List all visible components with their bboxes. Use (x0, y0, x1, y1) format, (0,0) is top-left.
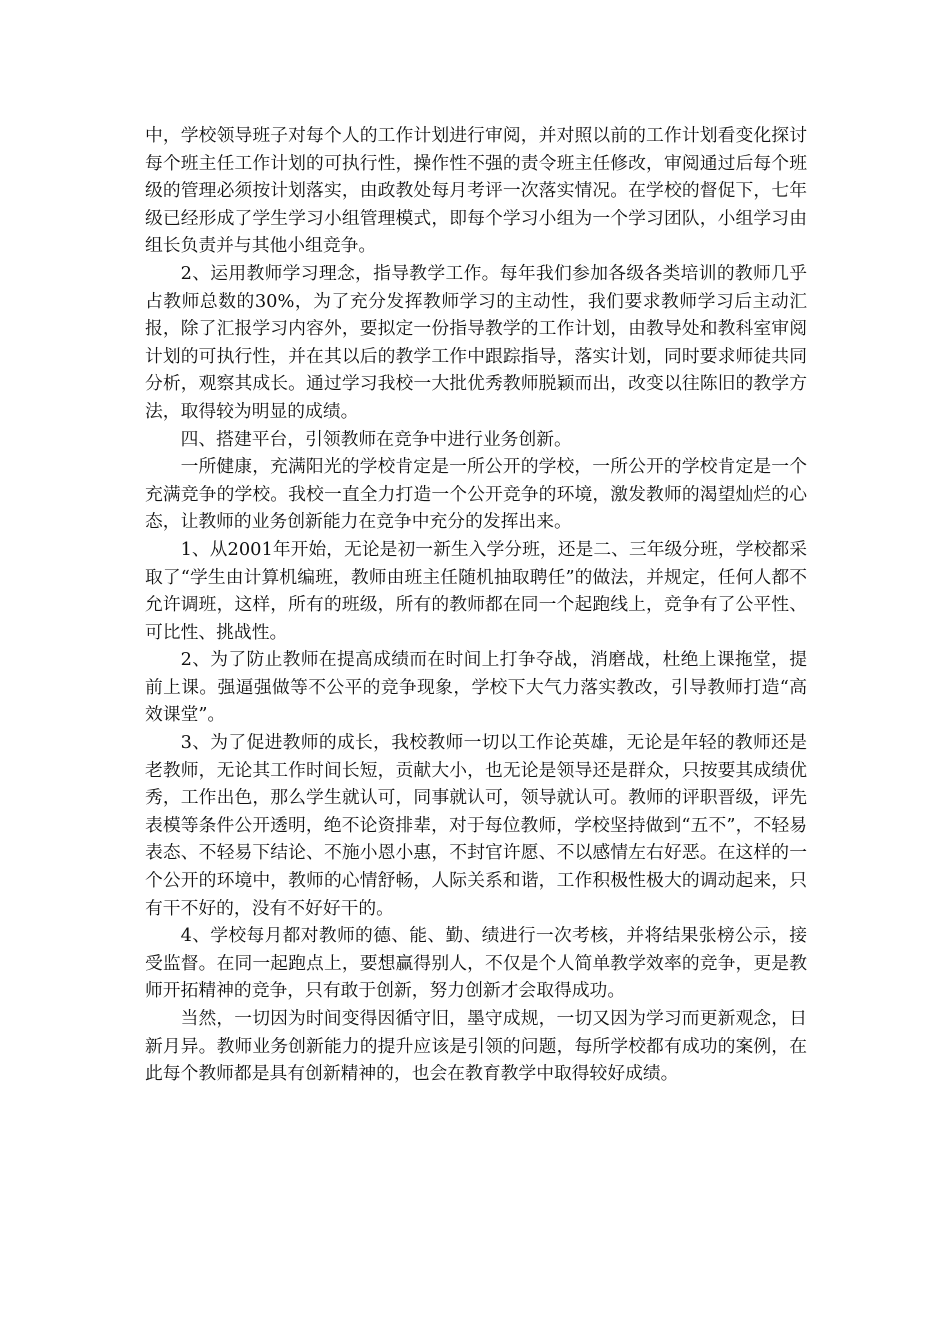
paragraph-open-school: 一所健康，充满阳光的学校肯定是一所公开的学校，一所公开的学校肯定是一个充满竞争的学校。我校一直全力打造一个公开竞争的环境，激发教师的渴望灿烂的心态，让教师的业务创新能力在竞争中充分的发挥出来。 (145, 456, 807, 533)
paragraph-conclusion: 当然，一切因为时间变得因循守旧，墨守成规，一切又因为学习而更新观念，日新月异。教师业务创新能力的提升应该是引领的问题，每所学校都有成功的案例，在此每个教师都是具有创新精神的，也会在教育教学中取得较好成绩。 (145, 1008, 807, 1085)
section-heading-four: 四、搭建平台，引领教师在竞争中进行业务创新。 (180, 428, 572, 450)
paragraph-item-3: 3、为了促进教师的成长，我校教师一切以工作论英雄，无论是年轻的教师还是老教师，无论其工作时间长短，贡献大小，也无论是领导还是群众，只按要其成绩优秀，工作出色，那么学生就认可，同事就认可，领导就认可。教师的评职晋级，评先表模等条件公开透明，绝不论资排辈，对于每位教师，学校坚持做到“五不”，不轻易表态、不轻易下结论、不施小恩小惠，不封官许愿、不以感情左右好恶。在这样的一个公开的环境中，教师的心情舒畅，人际关系和谐，工作积极性极大的调动起来，只有干不好的，没有不好好干的。 (145, 732, 807, 919)
paragraph-teacher-learning: 2、运用教师学习理念，指导教学工作。每年我们参加各级各类培训的教师几乎占教师总数的30%，为了充分发挥教师学习的主动性，我们要求教师学习后主动汇报，除了汇报学习内容外，要拟定一份指导教学的工作计划，由教导处和教科室审阅计划的可执行性，并在其以后的教学工作中跟踪指导，落实计划，同时要求师徒共同分析，观察其成长。通过学习我校一大批优秀教师脱颖而出，改变以往陈旧的教学方法，取得较为明显的成绩。 (145, 262, 807, 422)
paragraph-item-1: 1、从2001年开始，无论是初一新生入学分班，还是二、三年级分班，学校都采取了“学生由计算机编班，教师由班主任随机抽取聘任”的做法，并规定，任何人都不允许调班，这样，所有的班级，所有的教师都在同一个起跑线上，竞争有了公平性、可比性、挑战性。 (145, 538, 807, 643)
paragraph-continuation: 中，学校领导班子对每个人的工作计划进行审阅，并对照以前的工作计划看变化探讨每个班主任工作计划的可执行性，操作性不强的责令班主任修改，审阅通过后每个班级的管理必须按计划落实，由政教处每月考评一次落实情况。在学校的督促下，七年级已经形成了学生学习小组管理模式，即每个学习小组为一个学习团队，小组学习由组长负责并与其他小组竞争。 (145, 125, 807, 257)
document-body (145, 122, 807, 1088)
paragraph-item-4: 4、学校每月都对教师的德、能、勤、绩进行一次考核，并将结果张榜公示，接受监督。在同一起跑点上，要想赢得别人，不仅是个人简单教学效率的竞争，更是教师开拓精神的竞争，只有敢于创新，努力创新才会取得成功。 (145, 925, 807, 1002)
paragraph-item-2: 2、为了防止教师在提高成绩而在时间上打争夺战，消磨战，杜绝上课拖堂，提前上课。强逼强做等不公平的竞争现象，学校下大气力落实教改，引导教师打造“高效课堂”。 (145, 649, 807, 726)
